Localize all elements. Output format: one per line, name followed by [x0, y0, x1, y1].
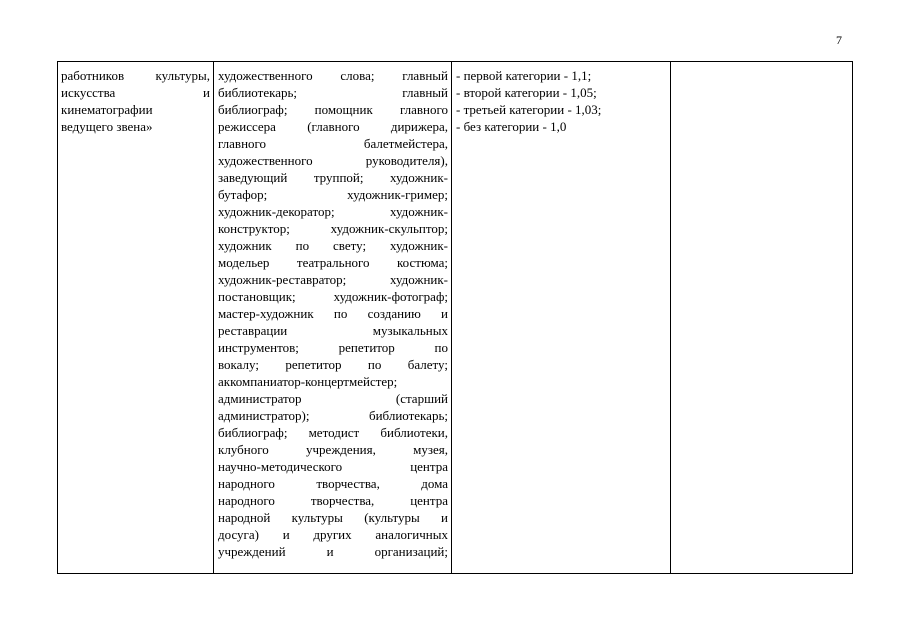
text-line: художник-реставратор; художник- — [218, 272, 448, 287]
table-cell-position-group — [58, 62, 213, 573]
text-line: библиограф; помощник главного — [218, 102, 448, 117]
table-cell-empty — [670, 62, 852, 573]
text-line: ведущего звена» — [61, 119, 153, 134]
table-cell-coefficients — [451, 62, 670, 573]
text-line: народного творчества, центра — [218, 493, 448, 508]
text-line: - без категории - 1,0 — [456, 119, 567, 134]
text-line: художник-декоратор; художник- — [218, 204, 448, 219]
text-line: модельер театрального костюма; — [218, 255, 448, 270]
text-line: - третьей категории - 1,03; — [456, 102, 602, 117]
text-line: администратор); библиотекарь; — [218, 408, 448, 423]
text-line: клубного учреждения, музея, — [218, 442, 448, 457]
text-line: народной культуры (культуры и — [218, 510, 448, 525]
text-line: библиограф; методист библиотеки, — [218, 425, 448, 440]
text-line: кинематографии — [61, 102, 153, 117]
text-line: художественного слова; главный — [218, 68, 448, 83]
text-line: администратор (старший — [218, 391, 448, 406]
text-line: вокалу; репетитор по балету; — [218, 357, 448, 372]
text-line: заведующий труппой; художник- — [218, 170, 448, 185]
text-line: мастер-художник по созданию и — [218, 306, 448, 321]
cell-text — [456, 67, 666, 135]
cell-text — [61, 67, 210, 135]
text-line: учреждений и организаций; — [218, 544, 448, 559]
text-line: народного творчества, дома — [218, 476, 448, 491]
text-line: работников культуры, — [61, 68, 210, 83]
text-line: научно-методического центра — [218, 459, 448, 474]
text-line: режиссера (главного дирижера, — [218, 119, 448, 134]
text-line: - второй категории - 1,05; — [456, 85, 597, 100]
text-line: постановщик; художник-фотограф; — [218, 289, 448, 304]
text-line: бутафор; художник-гример; — [218, 187, 448, 202]
text-line: инструментов; репетитор по — [218, 340, 448, 355]
text-line: главного балетмейстера, — [218, 136, 448, 151]
table-cell-positions-list — [213, 62, 451, 573]
text-line: библиотекарь; главный — [218, 85, 448, 100]
cell-text — [218, 67, 448, 560]
text-line: художественного руководителя), — [218, 153, 448, 168]
text-line: реставрации музыкальных — [218, 323, 448, 338]
text-line: досуга) и других аналогичных — [218, 527, 448, 542]
document-table — [57, 61, 853, 574]
text-line: художник по свету; художник- — [218, 238, 448, 253]
page-number: 7 — [836, 33, 842, 47]
text-line: - первой категории - 1,1; — [456, 68, 592, 83]
text-line: аккомпаниатор-концертмейстер; — [218, 374, 398, 389]
text-line: конструктор; художник-скульптор; — [218, 221, 448, 236]
text-line: искусства и — [61, 85, 210, 100]
